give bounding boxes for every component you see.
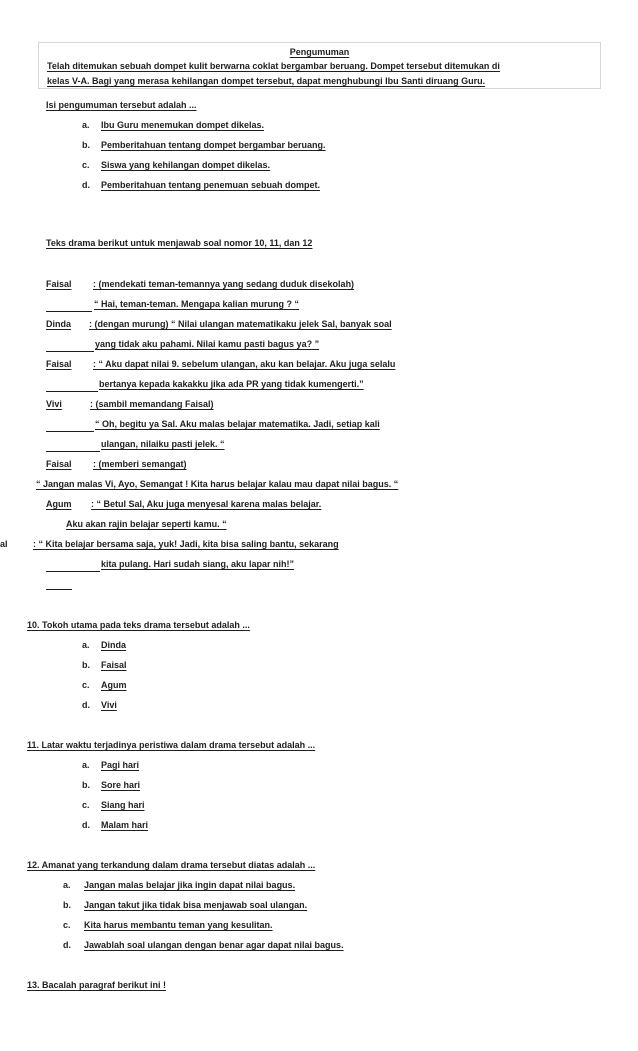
option-text: Jangan takut jika tidak bisa menjawab soal ulangan. (84, 900, 308, 910)
option-text: Vivi (101, 700, 117, 710)
indent-underline (46, 451, 100, 452)
announcement-line-2: kelas V-A. Bagi yang merasa kehilangan dompet tersebut, dapat menghubungi Ibu Santi diruang Guru. (47, 76, 486, 86)
drama-line: “ Hai, teman-teman. Mengapa kalian murung ? “ (94, 299, 300, 309)
option-text: Siang hari (101, 800, 145, 810)
indent-underline (46, 351, 94, 352)
drama-speaker: Agum (46, 499, 72, 509)
announcement-question: Isi pengumuman tersebut adalah ... (46, 100, 197, 110)
drama-speaker: Vivi (46, 399, 62, 409)
announcement-box (38, 42, 601, 89)
option-text: Ibu Guru menemukan dompet dikelas. (101, 120, 265, 130)
drama-line: : (dengan murung) “ Nilai ulangan matematikaku jelek Sal, banyak soal (89, 319, 392, 329)
option-letter: d. (82, 700, 90, 710)
option-letter: a. (82, 120, 90, 130)
option-letter: b. (82, 140, 90, 150)
option-text: Pemberitahuan tentang dompet bergambar beruang. (101, 140, 326, 150)
trailing-underline (46, 589, 72, 590)
option-letter: c. (82, 160, 90, 170)
option-text: Kita harus membantu teman yang kesulitan. (84, 920, 273, 930)
drama-line: “ Oh, begitu ya Sal. Aku malas belajar matematika. Jadi, setiap kali (95, 419, 380, 429)
option-text: Dinda (101, 640, 127, 650)
drama-intro: Teks drama berikut untuk menjawab soal nomor 10, 11, dan 12 (46, 238, 313, 248)
drama-speaker: Faisal (46, 279, 72, 289)
indent-underline (46, 431, 94, 432)
announcement-title: Pengumuman (289, 47, 350, 57)
drama-speaker: Faisal (46, 359, 72, 369)
drama-line: : (mendekati teman-temannya yang sedang duduk disekolah) (93, 279, 355, 289)
drama-line: : “ Aku dapat nilai 9. sebelum ulangan, aku kan belajar. Aku juga selalu (93, 359, 396, 369)
drama-line: : (memberi semangat) (93, 459, 187, 469)
indent-underline (46, 311, 92, 312)
option-text: Jangan malas belajar jika ingin dapat nilai bagus. (84, 880, 296, 890)
option-letter: d. (82, 180, 90, 190)
question-11: 11. Latar waktu terjadinya peristiwa dalam drama tersebut adalah ... (27, 740, 316, 750)
option-text: Siswa yang kehilangan dompet dikelas. (101, 160, 271, 170)
option-text: Pagi hari (101, 760, 140, 770)
drama-line: yang tidak aku pahami. Nilai kamu pasti bagus ya? ” (95, 339, 320, 349)
drama-line: “ Jangan malas Vi, Ayo, Semangat ! Kita harus belajar kalau mau dapat nilai bagus. “ (36, 479, 399, 489)
option-letter: c. (82, 680, 90, 690)
drama-line: bertanya kepada kakakku jika ada PR yang tidak kumengerti.” (99, 379, 364, 389)
drama-line: : “ Kita belajar bersama saja, yuk! Jadi, kita bisa saling bantu, sekarang (33, 539, 339, 549)
option-letter: c. (82, 800, 90, 810)
drama-speaker: Faisal (46, 459, 72, 469)
option-letter: a. (63, 880, 71, 890)
question-12: 12. Amanat yang terkandung dalam drama tersebut diatas adalah ... (27, 860, 316, 870)
option-text: Malam hari (101, 820, 149, 830)
option-letter: a. (82, 760, 90, 770)
option-text: Faisal (101, 660, 127, 670)
drama-line: : (sambil memandang Faisal) (90, 399, 214, 409)
indent-underline (46, 571, 100, 572)
option-text: Sore hari (101, 780, 141, 790)
drama-line: kita pulang. Hari sudah siang, aku lapar nih!” (101, 559, 295, 569)
option-text: Jawablah soal ulangan dengan benar agar dapat nilai bagus. (84, 940, 344, 950)
option-text: Agum (101, 680, 127, 690)
drama-speaker: al (0, 539, 8, 549)
option-letter: b. (82, 660, 90, 670)
option-letter: d. (63, 940, 71, 950)
drama-speaker: Dinda (46, 319, 72, 329)
option-letter: b. (82, 780, 90, 790)
question-13: 13. Bacalah paragraf berikut ini ! (27, 980, 167, 990)
indent-underline (46, 391, 98, 392)
option-letter: c. (63, 920, 71, 930)
option-letter: b. (63, 900, 71, 910)
announcement-line-1: Telah ditemukan sebuah dompet kulit berwarna coklat bergambar beruang. Dompet tersebut ditemukan di (47, 61, 500, 71)
drama-line: : “ Betul Sal, Aku juga menyesal karena malas belajar. (91, 499, 322, 509)
drama-line: Aku akan rajin belajar seperti kamu. “ (66, 519, 227, 529)
drama-line: ulangan, nilaiku pasti jelek. “ (101, 439, 225, 449)
option-letter: d. (82, 820, 90, 830)
option-letter: a. (82, 640, 90, 650)
question-10: 10. Tokoh utama pada teks drama tersebut adalah ... (27, 620, 250, 630)
option-text: Pemberitahuan tentang penemuan sebuah dompet. (101, 180, 321, 190)
